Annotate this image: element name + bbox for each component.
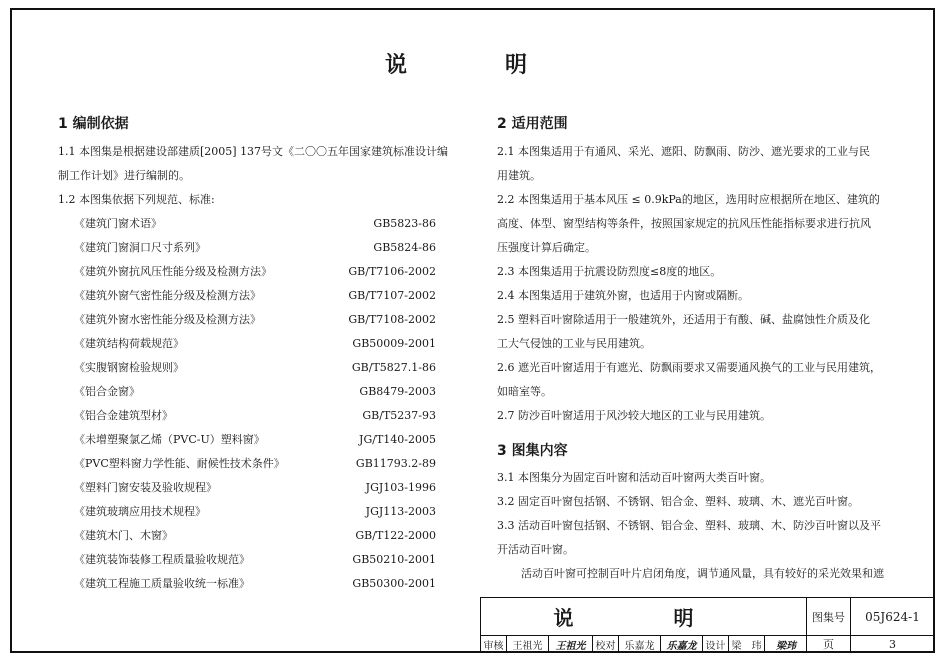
standard-name: 《建筑装饰装修工程质量验收规范》 <box>74 553 250 566</box>
standard-code: GB11793.2-89 <box>355 457 436 470</box>
page-number: 3 <box>889 637 896 651</box>
review-signature: 王祖光 <box>549 636 593 652</box>
standard-name: 《铝合金窗》 <box>74 385 140 398</box>
p2: 1.2 本图集依据下列规范、标准: <box>58 193 215 206</box>
review-label: 审核 <box>481 636 507 652</box>
section-2-line: 2.1 本图集适用于有通风、采光、遮阳、防飘雨、防沙、遮光要求的工业与民 <box>497 145 870 158</box>
section-2-line: 2.7 防沙百叶窗适用于风沙较大地区的工业与民用建筑。 <box>497 409 771 422</box>
standard-name: 《实腹钢窗检验规则》 <box>74 361 184 374</box>
section-3-line: 3.3 活动百叶窗包括钢、不锈钢、铝合金、塑料、玻璃、木、防沙百叶窗以及平 <box>497 519 881 532</box>
title-block <box>480 597 933 651</box>
standard-row <box>58 572 436 596</box>
design-label: 设计 <box>703 636 729 652</box>
section-3-line: 3.1 本图集分为固定百叶窗和活动百叶窗两大类百叶窗。 <box>497 471 771 484</box>
design-signature: 梁玮 <box>776 640 796 652</box>
standard-row <box>58 428 436 452</box>
standard-name: 《建筑工程施工质量验收统一标准》 <box>74 577 250 590</box>
section-1-heading: 1 编制依据 <box>58 116 129 132</box>
standard-row <box>58 548 436 572</box>
section-3-indent-line <box>497 562 884 586</box>
left-column <box>58 140 449 596</box>
p1-line2: 制工作计划》进行编制的。 <box>58 169 190 182</box>
standard-row <box>58 404 436 428</box>
signature-row <box>481 636 807 652</box>
standard-name: 《塑料门窗安装及验收规程》 <box>74 481 217 494</box>
standard-name: 《建筑门窗洞口尺寸系列》 <box>74 241 206 254</box>
standard-row <box>58 356 436 380</box>
section-2-line: 如暗室等。 <box>497 385 552 398</box>
standards-list <box>58 212 436 596</box>
standard-code: GB/T7108-2002 <box>348 313 436 326</box>
standard-name: 《建筑结构荷载规范》 <box>74 337 184 350</box>
atlas-number-value: 05J624-1 <box>851 598 934 636</box>
standard-code: GB5824-86 <box>373 241 436 254</box>
section-2-heading: 2 适用范围 <box>497 116 568 132</box>
standard-name: 《建筑门窗术语》 <box>74 217 162 230</box>
standard-row <box>58 236 436 260</box>
section-2-line: 用建筑。 <box>497 169 541 182</box>
page-label: 页 <box>807 636 851 652</box>
section-2-line: 压强度计算后确定。 <box>497 241 596 254</box>
atlas-number-label: 图集号 <box>807 598 851 636</box>
standard-row <box>58 260 436 284</box>
standard-name: 《PVC塑料窗力学性能、耐候性技术条件》 <box>74 457 285 470</box>
titleblock-title: 说 明 <box>481 598 807 636</box>
standard-code: GB50210-2001 <box>352 553 436 566</box>
standard-name: 《建筑玻璃应用技术规程》 <box>74 505 206 518</box>
standard-row <box>58 500 436 524</box>
check-signature: 乐嘉龙 <box>661 636 703 652</box>
standard-code: GB5823-86 <box>373 217 436 230</box>
standard-row <box>58 332 436 356</box>
standard-row <box>58 524 436 548</box>
standard-code: JGJ113-2003 <box>365 505 436 518</box>
standard-code: GB/T5827.1-86 <box>351 361 436 374</box>
section-2-line: 高度、体型、窗型结构等条件，按照国家规定的抗风压性能指标要求进行抗风 <box>497 217 871 230</box>
standard-name: 《铝合金建筑型材》 <box>74 409 173 422</box>
review-name: 王祖光 <box>507 636 549 652</box>
s3-indent-text: 活动百叶窗可控制百叶片启闭角度，调节通风量，具有较好的采光效果和遮 <box>521 567 884 580</box>
standard-row <box>58 380 436 404</box>
standard-name: 《建筑外窗抗风压性能分级及检测方法》 <box>74 265 272 278</box>
check-name: 乐嘉龙 <box>619 636 661 652</box>
design-name: 梁 玮 <box>729 636 765 652</box>
section-3-body <box>497 466 881 562</box>
section-2-body <box>497 140 881 428</box>
section-2-line: 2.2 本图集适用于基本风压 ≤ 0.9kPa的地区，选用时应根据所在地区、建筑的 <box>497 193 880 206</box>
p1-line1: 1.1 本图集是根据建设部建质[2005] 137号文《二〇〇五年国家建筑标准设计编 <box>58 145 449 158</box>
section-2-line: 2.4 本图集适用于建筑外窗，也适用于内窗或隔断。 <box>497 289 749 302</box>
standard-row <box>58 452 436 476</box>
standard-name: 《未增塑聚氯乙烯（PVC-U）塑料窗》 <box>74 433 265 446</box>
standard-row <box>58 212 436 236</box>
standard-row <box>58 284 436 308</box>
standard-row <box>58 476 436 500</box>
standard-row <box>58 308 436 332</box>
standard-code: GB/T7107-2002 <box>348 289 436 302</box>
section-2-line: 工大气侵蚀的工业与民用建筑。 <box>497 337 651 350</box>
section-2-line: 2.5 塑料百叶窗除适用于一般建筑外，还适用于有酸、碱、盐腐蚀性介质及化 <box>497 313 870 326</box>
standard-code: GB8479-2003 <box>359 385 436 398</box>
section-3-heading: 3 图集内容 <box>497 443 568 459</box>
standard-name: 《建筑木门、木窗》 <box>74 529 173 542</box>
section-3-line: 3.2 固定百叶窗包括钢、不锈钢、铝合金、塑料、玻璃、木、遮光百叶窗。 <box>497 495 859 508</box>
standard-code: GB/T122-2000 <box>355 529 436 542</box>
standard-code: GB/T5237-93 <box>362 409 436 422</box>
standard-code: GB50300-2001 <box>352 577 436 590</box>
section-3-line: 开活动百叶窗。 <box>497 543 574 556</box>
standard-code: GB50009-2001 <box>352 337 436 350</box>
standard-code: JG/T140-2005 <box>359 433 436 446</box>
check-label: 校对 <box>593 636 619 652</box>
standard-name: 《建筑外窗气密性能分级及检测方法》 <box>74 289 261 302</box>
section-2-line: 2.6 遮光百叶窗适用于有遮光、防飘雨要求又需要通风换气的工业与民用建筑， <box>497 361 881 374</box>
standard-name: 《建筑外窗水密性能分级及检测方法》 <box>74 313 261 326</box>
page-title: 说 明 <box>384 53 565 78</box>
standard-code: JGJ103-1996 <box>365 481 436 494</box>
section-2-line: 2.3 本图集适用于抗震设防烈度≤8度的地区。 <box>497 265 722 278</box>
standard-code: GB/T7106-2002 <box>348 265 436 278</box>
